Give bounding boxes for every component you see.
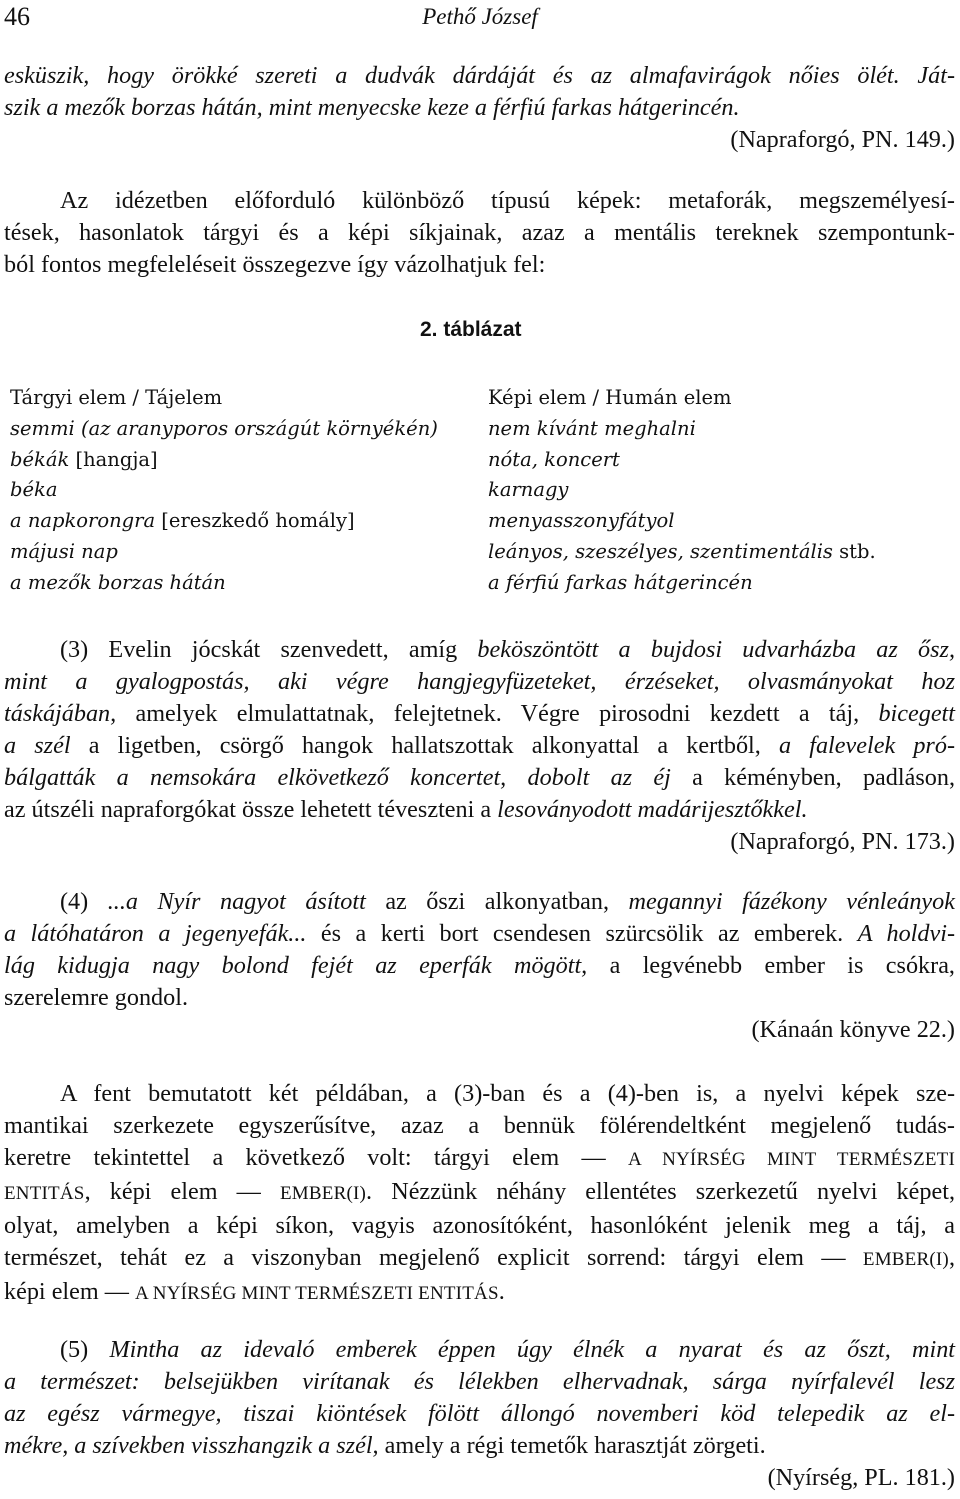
ex3-line [4,698,955,730]
ex4-line [4,918,955,950]
text-run: stb. [832,539,876,563]
ex4-line [4,982,955,1014]
text-run: EMBER(I) [862,1249,949,1270]
table-header-right: Képi elem / Humán elem [488,386,732,409]
text-run: a legvénebb ember is csókra, [587,952,955,979]
table-header-row [10,383,960,414]
ex5-line [4,1430,955,1462]
text-run: és a kerti bort csendesen szürcsölik az emberek. [306,920,858,947]
text-run: EMBER(I) [280,1183,367,1204]
table-header-left: Tárgyi elem / Tájelem [10,386,223,409]
text-run: [hangja] [69,447,158,471]
text-run: beköszöntött a bujdosi udvarházba az ősz, [477,636,955,663]
text-run: lesoványodott madárijesztőkkel. [497,796,808,823]
table-cell-left [10,506,355,537]
text-run: a falevelek pró- [778,732,955,759]
example-4 [4,886,955,1014]
ex3-line [4,762,955,794]
intro-paragraph [4,185,955,281]
text-run: szerelemre gondol. [4,984,189,1011]
quote-1 [4,60,955,124]
text-run: az útszéli napraforgókat össze lehetett téveszteni a [4,796,498,823]
text-run: A fent bemutatott két példában, a (3)-ban és a (4)-ben is, a nyelvi képek sze- [60,1080,955,1107]
text-run: a mezők borzas hátán [10,570,226,594]
intro-line: tések, hasonlatok tárgyi és a képi síkjainak, azaz a mentális tereknek szempontunk- [4,219,955,246]
quote-1-source: (Napraforgó, PN. 149.) [730,126,955,153]
text-run: . [498,1278,505,1305]
text-run: a természet: belsejükben virítanak és lélekben elhervadnak, sárga nyírfalevél lesz [4,1368,955,1395]
ex3-line [4,666,955,698]
example-5-source: (Nyírség, PL. 181.) [767,1464,955,1491]
table-cell-right [488,445,620,476]
text-run: A holdvi- [857,920,955,947]
table-cell-right [488,568,753,599]
ex4-line [4,950,955,982]
text-run: a ligetben, csörgő hangok hallatszottak alkonyattal a kertből, [70,732,779,759]
example-4-source: (Kánaán könyve 22.) [751,1016,955,1043]
analysis-line [4,1110,955,1142]
table-cell-right [488,506,675,537]
ex5-line [4,1398,955,1430]
ex5-line [4,1366,955,1398]
text-run: lág kidugja nagy bolond fejét az eperfák mögött, [4,952,588,979]
intro-line: ból fontos megfeleléseit összegezve így vázolhatjuk fel: [4,251,546,278]
table-cell-right [488,475,568,506]
text-run: bálgatták a nemsokára elkövetkező koncertet, dobolt az éj [4,764,671,791]
text-run: békák [10,447,70,471]
text-run: a szél [4,732,71,759]
text-run: képi elem — [4,1278,135,1305]
text-run: a látóhatáron a jegenyefák... [4,920,307,947]
text-run: [ereszkedő homály] [155,509,355,533]
text-run: ...a Nyír nagyot ásított [107,888,366,915]
intro-line: Az idézetben előforduló különböző típusú képek: metaforák, megszemélyesí- [60,187,955,214]
text-run: az őszi alkonyatban, [365,888,629,915]
text-run: (3) Evelin jócskát szenvedett, amíg [60,636,478,663]
text-run: nóta, koncert [488,447,620,471]
text-run: az egész vármegye, tiszai kiöntések fölött állongó novemberi köd telepedik az el- [4,1400,955,1427]
text-run: amely a régi temetők harasztját zörgeti. [378,1432,766,1459]
analysis-line [4,1242,955,1276]
analysis-line [4,1210,955,1242]
text-run: béka [10,478,58,502]
text-run: olyat, amelyben a képi síkon, vagyis azonosítóként, hasonlóként jelenik meg a táj, a [4,1212,955,1239]
text-run: semmi (az aranyporos országút környékén) [10,416,438,440]
example-3-source: (Napraforgó, PN. 173.) [730,828,955,855]
text-run: (5) [60,1336,110,1363]
table-cell-left [10,568,226,599]
text-run: , képi elem — [84,1178,280,1205]
text-run: mantikai szerkezete egyszerűsítve, azaz a bennük fölérendeltként megjelenő tudás- [4,1112,955,1139]
ex3-line [4,634,955,666]
page-number: 46 [4,2,30,31]
quote-1-line: esküszik, hogy örökké szereti a dudvák dárdáját és az almafavirágok nőies ölét. Ját- [4,62,955,89]
analysis-line [4,1176,955,1210]
analysis-line [4,1078,955,1110]
table-row [10,568,960,599]
analysis-line [4,1276,955,1310]
text-run: természet, tehát ez a viszonyban megjelenő explicit sorrend: tárgyi elem — [4,1244,863,1271]
ex3-line [4,730,955,762]
table-cell-right [488,414,696,445]
table-cell-left [10,537,118,568]
text-run: a férfiú farkas hátgerincén [488,570,753,594]
text-run: Mintha az idevaló emberek éppen úgy élnék a nyarat és az őszt, mint [109,1336,956,1363]
text-run: táskájában, [4,700,117,727]
text-run: A NYÍRSÉG MINT TERMÉSZETI ENTITÁS [134,1283,499,1304]
table-cell-right [488,537,876,568]
ex4-line [4,886,955,918]
quote-1-line: szik a mezők borzas hátán, mint menyecske keze a férfiú farkas hátgerincén. [4,94,740,121]
text-run: nem kívánt meghalni [488,416,696,440]
text-run: mékre, a szívekben visszhangzik a szél, [4,1432,379,1459]
table-row [10,537,960,568]
table-row [10,414,960,445]
text-run: a napkorongra [10,509,156,533]
text-run: , [948,1244,955,1271]
text-run: amelyek elmulattatnak, felejtetnek. Végre pirosodni kezdett a táj, [116,700,879,727]
text-run: menyasszonyfátyol [488,509,675,533]
table-row [10,445,960,476]
table-cell-left [10,475,57,506]
analysis-paragraph [4,1078,955,1310]
example-5 [4,1334,955,1462]
table-row [10,506,960,537]
text-run: májusi nap [10,539,118,563]
text-run: (4) [60,888,108,915]
ex5-line [4,1334,955,1366]
table-row [10,475,960,506]
text-run: A NYÍRSÉG MINT TERMÉSZETI [628,1149,956,1170]
text-run: bicegett [878,700,955,727]
correspondence-table [10,383,960,599]
table-caption: 2. táblázat [420,318,522,341]
text-run: megannyi fázékony vénleányok [628,888,955,915]
text-run: keretre tekintettel a következő volt: tárgyi elem — [4,1144,628,1171]
text-run: ENTITÁS [4,1183,85,1204]
table-cell-left [10,445,158,476]
example-3 [4,634,955,826]
table-cell-left [10,414,438,445]
text-run: a kéményben, padláson, [670,764,955,791]
analysis-line [4,1142,955,1176]
ex3-line [4,794,955,826]
text-run: leányos, szeszélyes, szentimentális [488,539,833,563]
text-run: . Nézzünk néhány ellentétes szerkezetű nyelvi képet, [366,1178,955,1205]
running-title: Pethő József [422,4,538,29]
text-run: mint a gyalogpostás, aki végre hangjegyfüzeteket, érzéseket, olvasmányokat hoz [4,668,955,695]
text-run: karnagy [488,478,569,502]
